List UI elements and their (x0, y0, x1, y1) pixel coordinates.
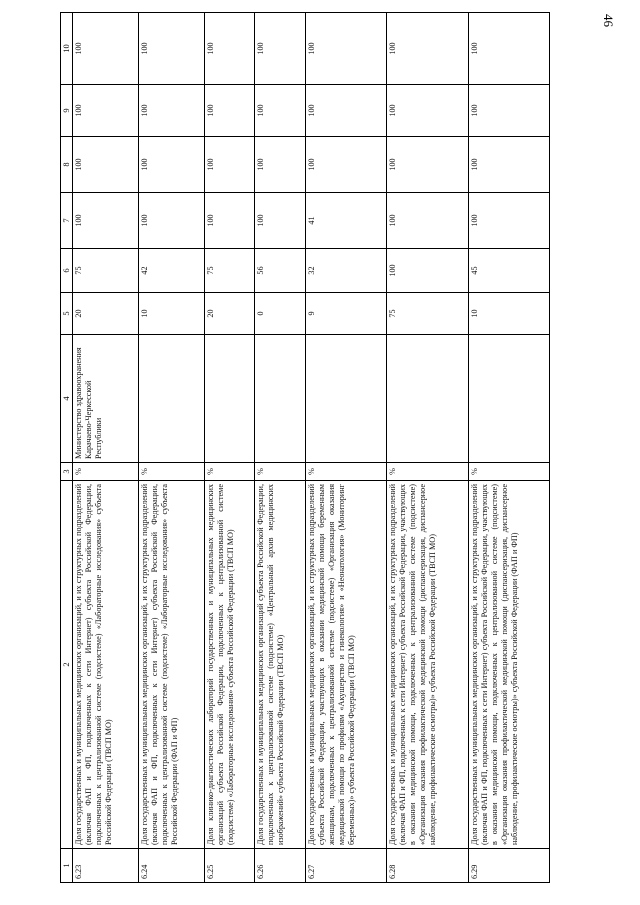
value-cell: 45 (468, 249, 549, 293)
value-cell: 100 (255, 193, 306, 249)
table-row (306, 13, 387, 883)
value-cell: 56 (255, 249, 306, 293)
page-number: 46 (601, 14, 616, 27)
value-cell: 100 (468, 193, 549, 249)
value-cell: 20 (73, 293, 139, 335)
col-header: 9 (61, 85, 73, 137)
value-cell: 100 (255, 13, 306, 85)
value-cell: 100 (138, 85, 204, 137)
row-number: 6.28 (387, 849, 468, 883)
indicator-text: Доля государственных и муниципальных медицинских организаций, и их структурных подразделений (включая ФАП и ФП, подключенных к сети Интернет) субъекта Российской Федерации, подключенных к централизованной системе (подсистеме) «Лабораторные исследования» субъекта Российской Федерации (ТВСП МО) (73, 481, 139, 849)
value-cell: 100 (387, 137, 468, 193)
value-cell: 100 (306, 85, 387, 137)
value-cell: 100 (73, 193, 139, 249)
value-cell: 100 (468, 85, 549, 137)
value-cell: 100 (73, 137, 139, 193)
value-cell: 100 (306, 13, 387, 85)
col-header: 7 (61, 193, 73, 249)
executor-cell (204, 335, 255, 463)
value-cell: 100 (468, 137, 549, 193)
row-number: 6.23 (73, 849, 139, 883)
value-cell: 100 (387, 13, 468, 85)
value-cell: 100 (468, 13, 549, 85)
table-row (138, 13, 204, 883)
col-header: 4 (61, 335, 73, 463)
value-cell: 20 (204, 293, 255, 335)
row-number: 6.25 (204, 849, 255, 883)
table-row (387, 13, 468, 883)
indicator-text: Доля клинико-диагностических лабораторий государственных и муниципальных медицинских организаций субъекта Российской Федерации, подключенных к централизованной системе (подсистеме) «Лабораторные исследования» субъекта Российской Федерации (ТВСП МО) (204, 481, 255, 849)
col-header: 8 (61, 137, 73, 193)
value-cell: 32 (306, 249, 387, 293)
value-cell: 0 (255, 293, 306, 335)
col-header: 1 (61, 849, 73, 883)
unit-cell: % (387, 463, 468, 481)
row-number: 6.26 (255, 849, 306, 883)
value-cell: 100 (306, 137, 387, 193)
value-cell: 100 (255, 137, 306, 193)
executor-cell: Министерство здравоохранения Карачаево-Черкесской Республики (73, 335, 139, 463)
value-cell: 100 (138, 193, 204, 249)
indicator-text: Доля государственных и муниципальных медицинских организаций, и их структурных подразделений (включая ФАП и ФП, подключенных к сети Интернет) субъекта Российской Федерации, участвующих в оказании медицинской помощи, подключенных к централизованной системе (подсистеме) «Организация оказания профилактической медицинской помощи (диспансеризация, диспансерное наблюдение, профилактические осмотры)» субъекта Российской Федерации (ТВСП МО) (387, 481, 468, 849)
indicator-text: Доля государственных и муниципальных медицинских организаций, и их структурных подразделений (включая ФАП и ФП, подключенных к сети Интернет) субъекта Российской Федерации, участвующих в оказании медицинской помощи, подключенных к централизованной системе (подсистеме) «Организация оказания профилактической медицинской помощи (диспансеризация, диспансерное наблюдение, профилактические осмотры)» субъекта Российской Федерации (ФАП и ФП) (468, 481, 549, 849)
unit-cell: % (306, 463, 387, 481)
executor-cell (138, 335, 204, 463)
value-cell: 75 (73, 249, 139, 293)
value-cell: 41 (306, 193, 387, 249)
table-row (73, 13, 139, 883)
value-cell: 100 (387, 249, 468, 293)
row-number: 6.24 (138, 849, 204, 883)
col-header: 5 (61, 293, 73, 335)
value-cell: 100 (73, 13, 139, 85)
indicators-table (60, 12, 550, 883)
value-cell: 75 (204, 249, 255, 293)
value-cell: 100 (204, 137, 255, 193)
col-header: 2 (61, 481, 73, 849)
col-header: 3 (61, 463, 73, 481)
value-cell: 100 (204, 85, 255, 137)
value-cell: 42 (138, 249, 204, 293)
indicator-text: Доля государственных и муниципальных медицинских организаций, и их структурных подразделений (включая ФАП и ФП, подключенных к сети Интернет) субъекта Российской Федерации, подключенных к централизованной системе (подсистеме) «Лабораторные исследования» субъекта Российской Федерации (ФАП и ФП) (138, 481, 204, 849)
executor-cell (255, 335, 306, 463)
row-number: 6.29 (468, 849, 549, 883)
value-cell: 10 (468, 293, 549, 335)
unit-cell: % (204, 463, 255, 481)
unit-cell: % (468, 463, 549, 481)
value-cell: 100 (255, 85, 306, 137)
indicator-text: Доля государственных и муниципальных медицинских организаций, и их структурных подразделений субъекта Российской Федерации, участвующих в оказании медицинской помощи беременным женщинам, подключенных к централизованной системе (подсистеме) «Организация оказания медицинской помощи по профилям «Акушерство и гинекология» и «Неонатология» (Мониторинг беременных)» субъекта Российской Федерации (ТВСП МО) (306, 481, 387, 849)
table-row (468, 13, 549, 883)
unit-cell: % (73, 463, 139, 481)
table-row (204, 13, 255, 883)
value-cell: 100 (138, 13, 204, 85)
value-cell: 75 (387, 293, 468, 335)
executor-cell (468, 335, 549, 463)
value-cell: 100 (138, 137, 204, 193)
indicator-text: Доля государственных и муниципальных медицинских организаций субъекта Российской Федерации, подключенных к централизованной системе (подсистеме) «Центральный архив медицинских изображений» субъекта Российской Федерации (ТВСП МО) (255, 481, 306, 849)
value-cell: 9 (306, 293, 387, 335)
header-row (61, 13, 73, 883)
value-cell: 100 (73, 85, 139, 137)
executor-cell (306, 335, 387, 463)
indicators-sheet (60, 13, 550, 883)
value-cell: 100 (204, 193, 255, 249)
unit-cell: % (138, 463, 204, 481)
value-cell: 100 (387, 193, 468, 249)
row-number: 6.27 (306, 849, 387, 883)
value-cell: 100 (387, 85, 468, 137)
col-header: 6 (61, 249, 73, 293)
unit-cell: % (255, 463, 306, 481)
value-cell: 100 (204, 13, 255, 85)
col-header: 10 (61, 13, 73, 85)
value-cell: 10 (138, 293, 204, 335)
executor-cell (387, 335, 468, 463)
table-row (255, 13, 306, 883)
